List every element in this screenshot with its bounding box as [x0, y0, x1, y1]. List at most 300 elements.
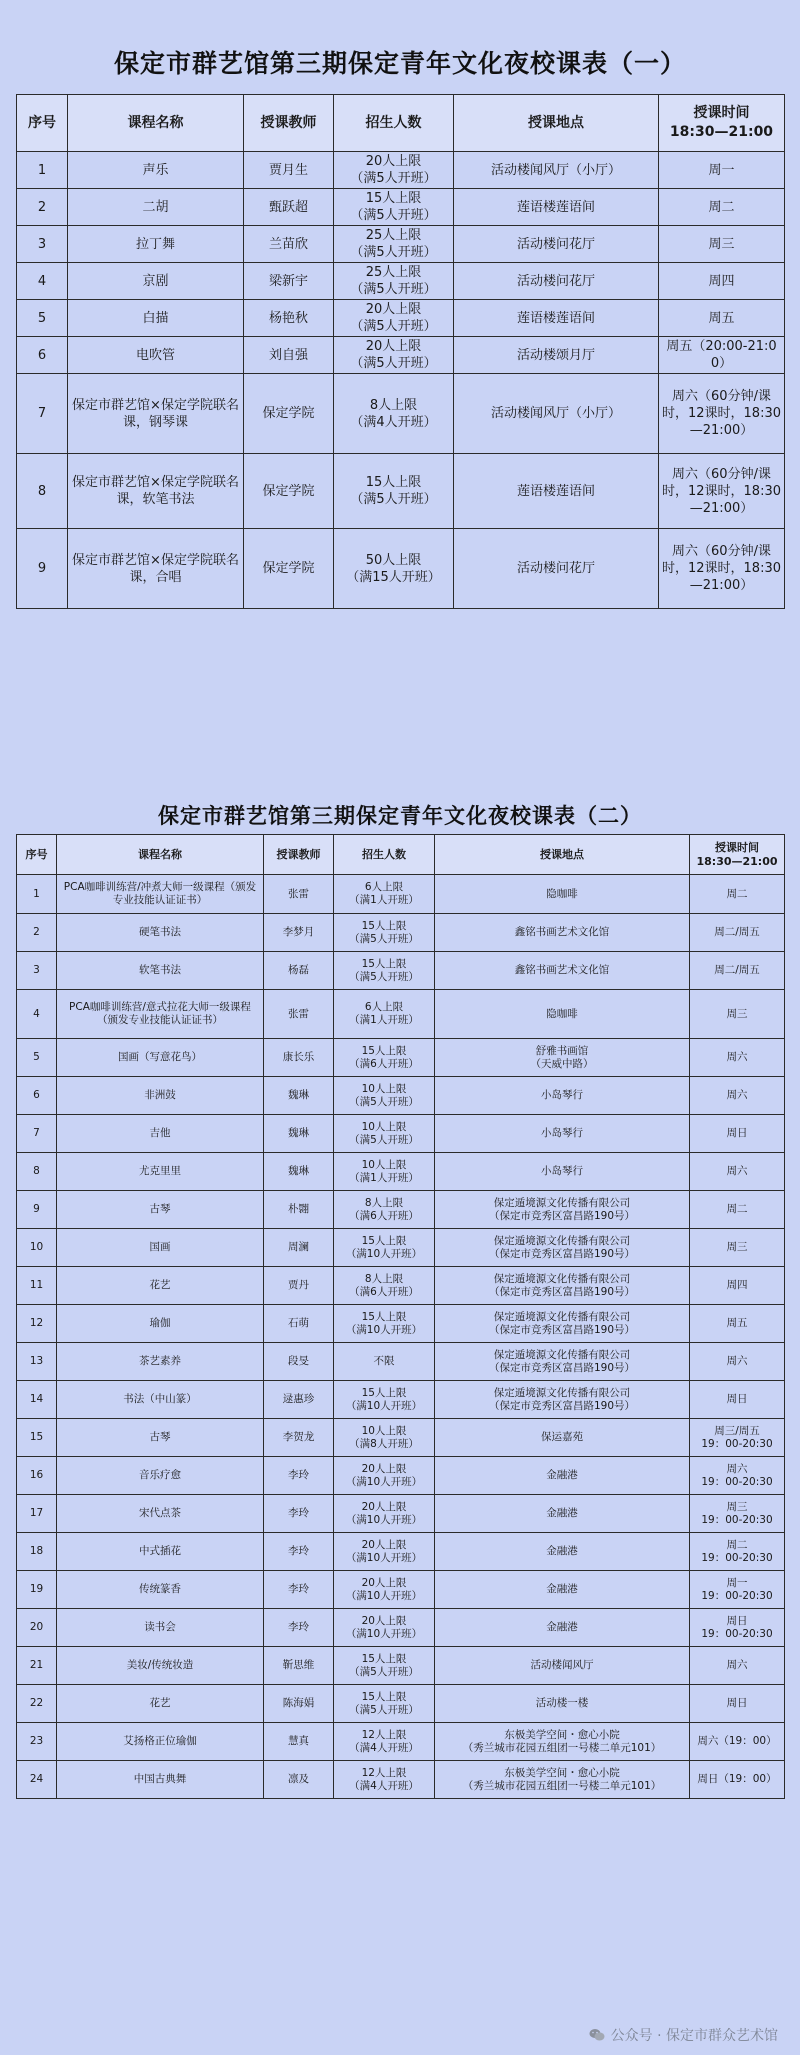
time-day: 周四 — [708, 273, 735, 289]
schedule-title-1: 保定市群艺馆第三期保定青年文化夜校课表（一） — [113, 49, 686, 78]
time-day: 周日 — [726, 1393, 748, 1405]
cell-enroll — [334, 1533, 435, 1571]
cell-course: 保定市群艺馆×保定学院联名课，软笔书法 — [68, 454, 244, 529]
cell-no: 4 — [17, 263, 68, 300]
time-hours: 19：00-20:30 — [701, 1627, 773, 1640]
cell-enroll — [334, 1039, 435, 1077]
cell-enroll — [334, 1077, 435, 1115]
place-name: 隐咖啡 — [546, 887, 578, 900]
cell-no: 12 — [17, 1305, 57, 1343]
enroll-minimum: （满10人开班） — [345, 1475, 423, 1488]
cell-time — [659, 337, 785, 374]
cell-no: 6 — [17, 337, 68, 374]
header-no: 序号 — [17, 835, 57, 875]
cell-course: 书法（中山篆） — [57, 1381, 264, 1419]
wechat-icon — [589, 2028, 605, 2042]
cell-place — [454, 152, 659, 189]
cell-course: 国画 — [57, 1229, 264, 1267]
place-name: 保定遁境源文化传播有限公司 — [493, 1310, 631, 1323]
cell-no: 8 — [17, 454, 68, 529]
cell-no: 3 — [17, 226, 68, 263]
enroll-minimum: （满6人开班） — [349, 1057, 419, 1070]
cell-teacher: 段旻 — [264, 1343, 334, 1381]
enroll-minimum: （满1人开班） — [349, 894, 419, 906]
header-time-range: 18:30—21:00 — [696, 854, 778, 868]
enroll-limit: 20人上限 — [361, 1538, 407, 1551]
cell-time — [690, 1381, 785, 1419]
time-day: 周日（19：00） — [697, 1773, 777, 1785]
header-time-title: 授课时间 — [715, 840, 759, 854]
cell-time — [659, 374, 785, 454]
place-name: 保定遁境源文化传播有限公司 — [493, 1386, 631, 1399]
cell-teacher: 李玲 — [264, 1457, 334, 1495]
cell-place — [435, 1305, 690, 1343]
cell-enroll — [334, 1419, 435, 1457]
enroll-limit: 15人上限 — [361, 919, 407, 932]
cell-no: 18 — [17, 1533, 57, 1571]
cell-time — [690, 1419, 785, 1457]
time-day: 周三 — [708, 236, 735, 252]
cell-course: 保定市群艺馆×保定学院联名课，合唱 — [68, 529, 244, 609]
table-row — [17, 1419, 785, 1457]
enroll-minimum: （满5人开班） — [350, 245, 437, 260]
cell-time — [690, 1723, 785, 1761]
cell-teacher: 刘自强 — [244, 337, 334, 374]
time-day: 周三 — [726, 1241, 748, 1253]
cell-enroll — [334, 189, 454, 226]
place-address: （保定市竞秀区富昌路190号） — [488, 1323, 636, 1336]
header-enroll: 招生人数 — [334, 95, 454, 152]
enroll-minimum: （满4人开班） — [350, 414, 437, 430]
cell-teacher: 靳思维 — [264, 1647, 334, 1685]
cell-teacher: 李玲 — [264, 1609, 334, 1647]
cell-course: 音乐疗愈 — [57, 1457, 264, 1495]
cell-teacher: 李贺龙 — [264, 1419, 334, 1457]
enroll-limit: 20人上限 — [361, 1576, 407, 1589]
cell-no: 11 — [17, 1267, 57, 1305]
cell-place — [435, 1267, 690, 1305]
cell-course: 传统篆香 — [57, 1571, 264, 1609]
header-time-range: 18:30—21:00 — [669, 124, 774, 140]
place-name: 活动楼问花厅 — [516, 561, 595, 576]
cell-place — [435, 1229, 690, 1267]
cell-time — [659, 263, 785, 300]
time-hours: 19：00-20:30 — [701, 1513, 773, 1526]
header-course: 课程名称 — [68, 95, 244, 152]
cell-time — [690, 1153, 785, 1191]
place-name: 舒雅书画馆 — [535, 1044, 589, 1057]
cell-time — [690, 1685, 785, 1723]
cell-place — [454, 189, 659, 226]
time-day: 周六（60分钟/课时，12课时，18:30—21:00） — [661, 466, 781, 516]
cell-no: 23 — [17, 1723, 57, 1761]
enroll-limit: 8人上限 — [364, 1272, 404, 1285]
cell-course: 保定市群艺馆×保定学院联名课，钢琴课 — [68, 374, 244, 454]
place-name: 莲语楼莲语间 — [516, 310, 595, 326]
place-name: 小岛琴行 — [541, 1127, 583, 1139]
header-place: 授课地点 — [454, 95, 659, 152]
header-time-title: 授课时间 — [693, 105, 750, 121]
schedule-title-2: 保定市群艺馆第三期保定青年文化夜校课表（二） — [158, 803, 642, 828]
cell-no: 20 — [17, 1609, 57, 1647]
place-address: （秀兰城市花园五组团一号楼二单元101） — [462, 1741, 662, 1754]
cell-time — [659, 454, 785, 529]
place-address: （保定市竞秀区富昌路190号） — [488, 1399, 636, 1412]
enroll-limit: 15人上限 — [361, 957, 407, 970]
table-row — [17, 952, 785, 990]
enroll-minimum: （满8人开班） — [349, 1437, 419, 1450]
cell-enroll — [334, 1343, 435, 1381]
cell-teacher: 杨艳秋 — [244, 300, 334, 337]
cell-course: 宋代点茶 — [57, 1495, 264, 1533]
time-day: 周二 — [726, 1538, 748, 1551]
cell-place — [435, 1609, 690, 1647]
cell-place — [435, 1495, 690, 1533]
cell-time — [690, 1457, 785, 1495]
cell-course: 国画（写意花鸟） — [57, 1039, 264, 1077]
cell-no: 9 — [17, 529, 68, 609]
cell-time — [690, 1761, 785, 1799]
header-time — [690, 835, 785, 875]
cell-enroll — [334, 914, 435, 952]
place-name: 金融港 — [546, 1469, 578, 1481]
cell-no: 4 — [17, 990, 57, 1039]
table-header-row — [17, 95, 785, 152]
cell-enroll — [334, 1495, 435, 1533]
cell-place — [435, 1115, 690, 1153]
time-hours: 19：00-20:30 — [701, 1589, 773, 1602]
cell-teacher: 凛及 — [264, 1761, 334, 1799]
cell-course: 花艺 — [57, 1685, 264, 1723]
cell-course: 尤克里里 — [57, 1153, 264, 1191]
enroll-minimum: （满4人开班） — [349, 1779, 419, 1792]
table-row — [17, 1267, 785, 1305]
time-hours: 19：00-20:30 — [701, 1551, 773, 1564]
place-address: （天威中路） — [530, 1057, 594, 1070]
cell-no: 1 — [17, 875, 57, 914]
enroll-minimum: （满6人开班） — [349, 1209, 419, 1222]
cell-time — [690, 1571, 785, 1609]
cell-no: 14 — [17, 1381, 57, 1419]
cell-course: 古琴 — [57, 1419, 264, 1457]
enroll-limit: 不限 — [373, 1355, 395, 1367]
cell-time — [659, 152, 785, 189]
table-row — [17, 875, 785, 914]
enroll-minimum: （满5人开班） — [349, 1665, 419, 1678]
cell-course: 声乐 — [68, 152, 244, 189]
table-row — [17, 1609, 785, 1647]
place-name: 鑫铭书画艺术文化馆 — [514, 964, 610, 976]
cell-enroll — [334, 1191, 435, 1229]
place-address: （秀兰城市花园五组团一号楼二单元101） — [462, 1779, 662, 1792]
cell-no: 2 — [17, 914, 57, 952]
cell-teacher: 杨磊 — [264, 952, 334, 990]
enroll-minimum: （满5人开班） — [349, 1703, 419, 1716]
time-day: 周二/周五 — [714, 964, 760, 976]
enroll-limit: 10人上限 — [361, 1158, 407, 1171]
table-row — [17, 1457, 785, 1495]
cell-place — [454, 374, 659, 454]
cell-enroll — [334, 263, 454, 300]
time-day: 周三 — [726, 1007, 748, 1020]
cell-teacher: 李玲 — [264, 1571, 334, 1609]
enroll-minimum: （满5人开班） — [350, 492, 437, 507]
cell-place — [435, 1533, 690, 1571]
enroll-minimum: （满5人开班） — [350, 282, 437, 297]
enroll-minimum: （满5人开班） — [350, 171, 437, 186]
time-day: 周六（60分钟/课时，12课时，18:30—21:00） — [661, 389, 781, 438]
enroll-minimum: （满10人开班） — [345, 1551, 423, 1564]
place-name: 保运嘉苑 — [541, 1431, 583, 1443]
cell-time — [659, 189, 785, 226]
enroll-limit: 10人上限 — [361, 1082, 407, 1095]
schedule-table-2 — [16, 834, 785, 1799]
enroll-limit: 50人上限 — [365, 552, 422, 568]
table-row — [17, 1495, 785, 1533]
place-name: 隐咖啡 — [546, 1007, 578, 1020]
cell-place — [454, 454, 659, 529]
cell-course: 拉丁舞 — [68, 226, 244, 263]
place-name: 莲语楼莲语间 — [516, 483, 595, 499]
cell-teacher: 兰苗欣 — [244, 226, 334, 263]
cell-enroll — [334, 1761, 435, 1799]
table-row — [17, 914, 785, 952]
cell-place — [435, 1343, 690, 1381]
cell-enroll — [334, 1723, 435, 1761]
cell-course: 电吹管 — [68, 337, 244, 374]
cell-teacher: 李梦月 — [264, 914, 334, 952]
cell-teacher: 保定学院 — [244, 529, 334, 609]
cell-no: 22 — [17, 1685, 57, 1723]
cell-place — [435, 1039, 690, 1077]
header-teacher: 授课教师 — [244, 95, 334, 152]
enroll-limit: 12人上限 — [361, 1728, 407, 1741]
table-row — [17, 529, 785, 609]
enroll-limit: 15人上限 — [365, 475, 422, 490]
place-address: （保定市竞秀区富昌路190号） — [488, 1247, 636, 1260]
table-row — [17, 1305, 785, 1343]
cell-place — [454, 529, 659, 609]
cell-place — [435, 1419, 690, 1457]
cell-enroll — [334, 1571, 435, 1609]
cell-place — [454, 300, 659, 337]
cell-course: 二胡 — [68, 189, 244, 226]
enroll-limit: 20人上限 — [361, 1500, 407, 1513]
cell-course: PCA咖啡训练营/意式拉花大师一级课程（颁发专业技能认证证书） — [57, 990, 264, 1039]
cell-no: 13 — [17, 1343, 57, 1381]
cell-no: 5 — [17, 1039, 57, 1077]
place-name: 莲语楼莲语间 — [516, 199, 595, 215]
table-header-row — [17, 835, 785, 875]
cell-place — [454, 263, 659, 300]
time-day: 周五 — [708, 310, 735, 326]
cell-teacher: 朴翾 — [264, 1191, 334, 1229]
place-name: 金融港 — [546, 1583, 578, 1595]
enroll-limit: 6人上限 — [364, 1001, 404, 1013]
cell-no: 5 — [17, 300, 68, 337]
table-row — [17, 1039, 785, 1077]
cell-no: 21 — [17, 1647, 57, 1685]
watermark-text: 公众号 · 保定市群众艺术馆 — [610, 2028, 778, 2044]
time-day: 周六 — [726, 1165, 748, 1177]
cell-place — [435, 1685, 690, 1723]
enroll-limit: 15人上限 — [361, 1690, 407, 1703]
enroll-limit: 20人上限 — [361, 1462, 407, 1475]
time-day: 周三/周五 — [714, 1424, 760, 1437]
enroll-minimum: （满5人开班） — [349, 970, 419, 983]
time-day: 周一 — [708, 162, 735, 178]
cell-enroll — [334, 337, 454, 374]
cell-time — [690, 1495, 785, 1533]
enroll-minimum: （满10人开班） — [345, 1513, 423, 1526]
cell-enroll — [334, 952, 435, 990]
cell-place — [454, 226, 659, 263]
table-row — [17, 1647, 785, 1685]
cell-course: 吉他 — [57, 1115, 264, 1153]
cell-teacher: 康长乐 — [264, 1039, 334, 1077]
watermark — [589, 2025, 778, 2045]
cell-teacher: 慧真 — [264, 1723, 334, 1761]
enroll-minimum: （满5人开班） — [350, 319, 437, 334]
cell-course: 中国古典舞 — [57, 1761, 264, 1799]
cell-teacher: 李玲 — [264, 1533, 334, 1571]
cell-no: 10 — [17, 1229, 57, 1267]
cell-no: 7 — [17, 374, 68, 454]
time-day: 周六 — [726, 1659, 748, 1671]
cell-time — [659, 529, 785, 609]
cell-teacher: 逯惠珍 — [264, 1381, 334, 1419]
time-day: 周一 — [726, 1576, 748, 1589]
place-name: 东极美学空间・愈心小院 — [504, 1728, 620, 1741]
cell-teacher: 贾丹 — [264, 1267, 334, 1305]
cell-course: 艾扬格正位瑜伽 — [57, 1723, 264, 1761]
time-day: 周五 — [726, 1317, 748, 1329]
cell-place — [435, 1761, 690, 1799]
cell-time — [690, 990, 785, 1039]
cell-time — [690, 1343, 785, 1381]
cell-time — [690, 1267, 785, 1305]
cell-teacher: 李玲 — [264, 1495, 334, 1533]
table-row — [17, 1381, 785, 1419]
place-name: 保定遁境源文化传播有限公司 — [493, 1234, 631, 1247]
cell-teacher: 魏琳 — [264, 1153, 334, 1191]
cell-time — [659, 300, 785, 337]
enroll-limit: 25人上限 — [365, 228, 422, 243]
table-row — [17, 1723, 785, 1761]
place-address: （保定市竞秀区富昌路190号） — [488, 1285, 636, 1298]
place-name: 金融港 — [546, 1621, 578, 1633]
cell-course: 软笔书法 — [57, 952, 264, 990]
cell-place — [435, 1191, 690, 1229]
cell-teacher: 保定学院 — [244, 454, 334, 529]
enroll-limit: 15人上限 — [361, 1234, 407, 1247]
time-day: 周日 — [726, 1697, 748, 1709]
enroll-minimum: （满5人开班） — [349, 932, 419, 945]
place-name: 活动楼闻风厅（小厅） — [490, 162, 621, 178]
cell-time — [690, 1039, 785, 1077]
cell-enroll — [334, 529, 454, 609]
header-time — [659, 95, 785, 152]
time-day: 周四 — [726, 1279, 748, 1291]
cell-course: 花艺 — [57, 1267, 264, 1305]
cell-place — [435, 990, 690, 1039]
cell-no: 17 — [17, 1495, 57, 1533]
cell-time — [690, 914, 785, 952]
table-row — [17, 1685, 785, 1723]
cell-no: 24 — [17, 1761, 57, 1799]
place-name: 金融港 — [546, 1507, 578, 1519]
cell-no: 6 — [17, 1077, 57, 1115]
time-day: 周三 — [726, 1500, 748, 1513]
place-name: 东极美学空间・愈心小院 — [504, 1766, 620, 1779]
cell-enroll — [334, 226, 454, 263]
time-day: 周二/周五 — [714, 926, 760, 938]
enroll-minimum: （满10人开班） — [345, 1627, 423, 1640]
cell-enroll — [334, 152, 454, 189]
enroll-limit: 15人上限 — [361, 1044, 407, 1057]
header-enroll: 招生人数 — [334, 835, 435, 875]
cell-no: 16 — [17, 1457, 57, 1495]
cell-enroll — [334, 1115, 435, 1153]
header-place: 授课地点 — [435, 835, 690, 875]
enroll-limit: 8人上限 — [369, 397, 418, 413]
cell-course: 古琴 — [57, 1191, 264, 1229]
cell-place — [435, 1457, 690, 1495]
cell-teacher: 魏琳 — [264, 1115, 334, 1153]
cell-enroll — [334, 1685, 435, 1723]
enroll-limit: 20人上限 — [365, 339, 422, 354]
place-name: 活动楼闻风厅（小厅） — [490, 406, 621, 421]
time-day: 周日 — [726, 1614, 748, 1627]
header-teacher: 授课教师 — [264, 835, 334, 875]
enroll-limit: 12人上限 — [361, 1766, 407, 1779]
cell-no: 7 — [17, 1115, 57, 1153]
cell-no: 15 — [17, 1419, 57, 1457]
place-name: 保定遁境源文化传播有限公司 — [493, 1348, 631, 1361]
place-name: 活动楼一楼 — [535, 1697, 589, 1709]
cell-course: 读书会 — [57, 1609, 264, 1647]
cell-place — [435, 1077, 690, 1115]
cell-time — [690, 1609, 785, 1647]
cell-place — [435, 1153, 690, 1191]
enroll-minimum: （满1人开班） — [349, 1014, 419, 1026]
time-day: 周二 — [726, 1203, 748, 1215]
table-row — [17, 1153, 785, 1191]
table-row — [17, 454, 785, 529]
enroll-limit: 15人上限 — [361, 1652, 407, 1665]
enroll-minimum: （满1人开班） — [349, 1171, 419, 1184]
table-row — [17, 374, 785, 454]
cell-enroll — [334, 454, 454, 529]
enroll-minimum: （满10人开班） — [345, 1399, 423, 1412]
cell-teacher: 张雷 — [264, 990, 334, 1039]
enroll-minimum: （满4人开班） — [349, 1741, 419, 1754]
cell-time — [690, 1229, 785, 1267]
table-row — [17, 1115, 785, 1153]
cell-course: 美妆/传统妆造 — [57, 1647, 264, 1685]
time-day: 周六 — [726, 1051, 748, 1063]
place-name: 小岛琴行 — [541, 1165, 583, 1177]
enroll-limit: 15人上限 — [361, 1310, 407, 1323]
cell-time — [690, 1191, 785, 1229]
cell-place — [435, 875, 690, 914]
enroll-minimum: （满6人开班） — [349, 1285, 419, 1298]
cell-course: 瑜伽 — [57, 1305, 264, 1343]
cell-no: 9 — [17, 1191, 57, 1229]
enroll-limit: 25人上限 — [365, 265, 422, 280]
cell-place — [435, 914, 690, 952]
time-day: 周二 — [708, 199, 735, 215]
